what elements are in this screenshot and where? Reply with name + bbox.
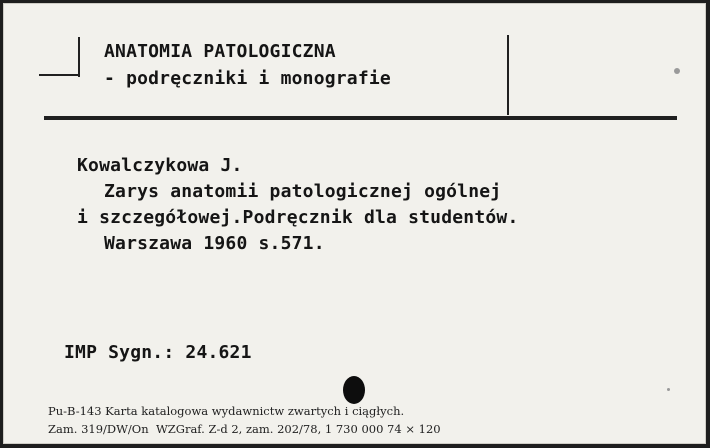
entry-title-line-2: i szczegółowej.Podręcznik dla studentów. (77, 207, 519, 228)
footer-line-1: Pu-B-143 Karta katalogowa wydawnictw zwartych i ciągłych. (48, 404, 405, 418)
header-left-rule (78, 37, 80, 77)
punch-hole (343, 376, 365, 404)
header-underline (44, 116, 677, 120)
call-number: IMP Sygn.: 24.621 (64, 342, 252, 363)
subject-subheading: - podręczniki i monografie (104, 68, 391, 89)
entry-author: Kowalczykowa J. (77, 155, 243, 176)
subject-heading: ANATOMIA PATOLOGICZNA (104, 41, 336, 62)
entry-imprint: Warszawa 1960 s.571. (104, 233, 325, 254)
header-left-tick (39, 74, 80, 76)
footer-line-2: Zam. 319/DW/On WZGraf. Z-d 2, zam. 202/78, 1 730 000 74 × 120 (48, 422, 441, 436)
catalog-card (3, 3, 706, 444)
paper-speck (674, 68, 680, 74)
paper-speck (667, 388, 670, 391)
header-right-rule (507, 35, 509, 115)
entry-title-line-1: Zarys anatomii patologicznej ogólnej (104, 181, 502, 202)
